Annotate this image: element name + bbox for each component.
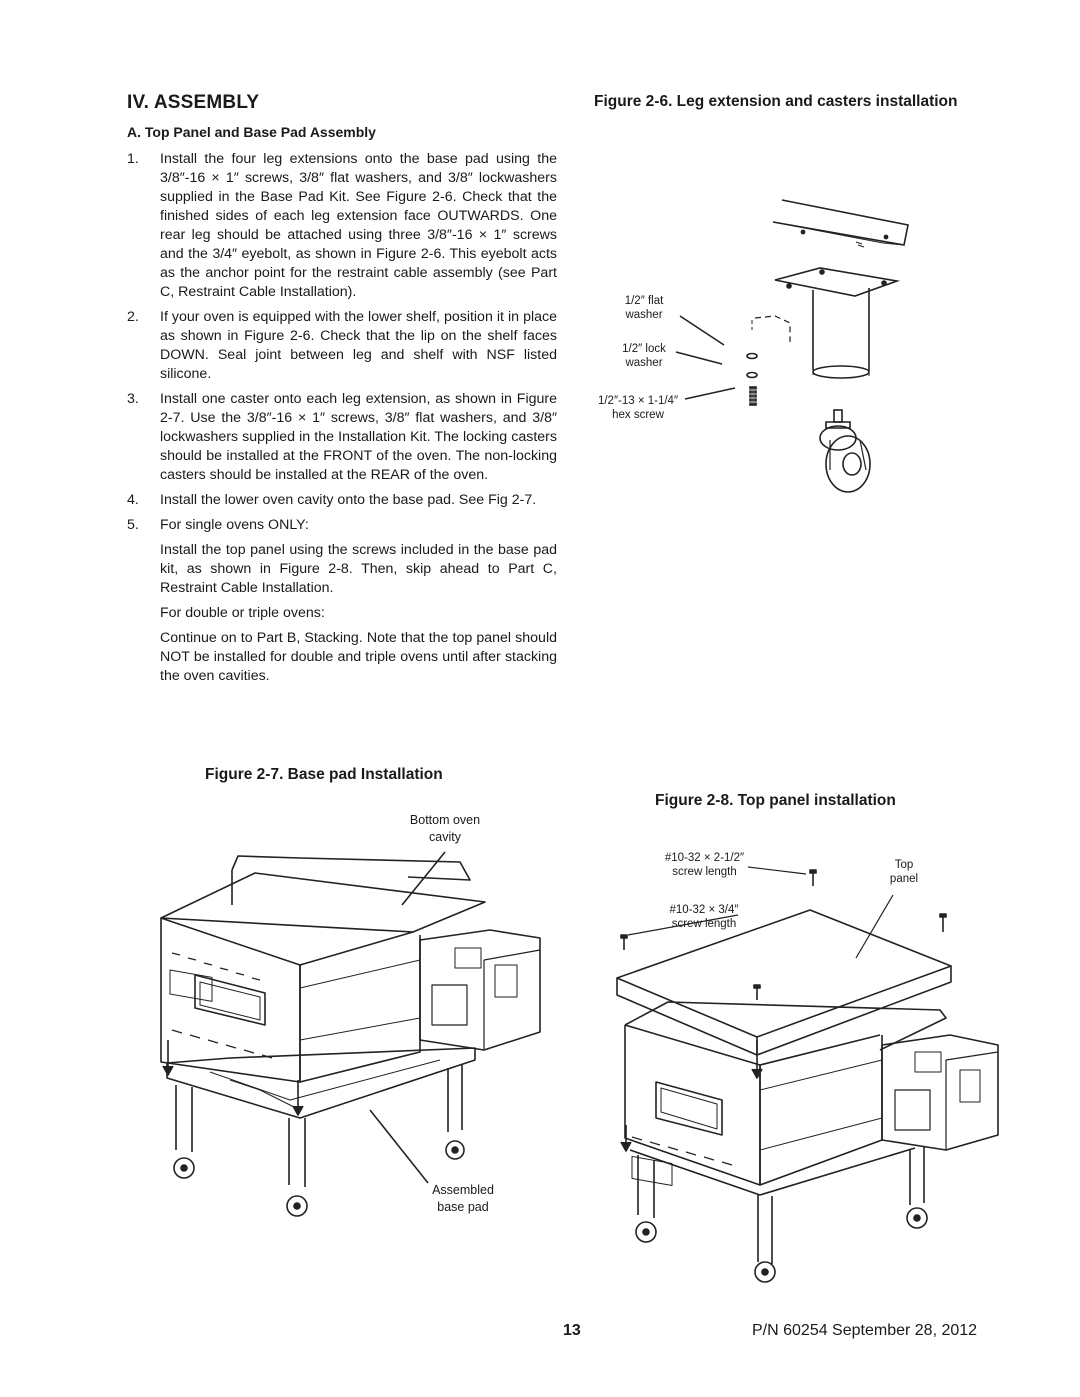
step-text: Install the lower oven cavity onto the base pad. See Fig 2-7.: [160, 492, 537, 508]
label-line: Bottom oven: [409, 813, 481, 827]
label-line: 1/2″-13 × 1-1/4″: [597, 395, 679, 407]
step-number: 5.: [127, 517, 139, 533]
step-number: 1.: [127, 151, 139, 167]
step-4: [127, 491, 557, 510]
short-screw-label: [654, 903, 754, 931]
label-line: cavity: [429, 830, 461, 844]
flat-washer-label: [608, 294, 680, 322]
label-line: screw length: [671, 918, 737, 930]
label-line: 1/2″ flat: [624, 295, 664, 307]
single-oven-text: Install the top panel using the screws included in the base pad kit, as shown in Figure 2-8. Then, skip ahead to Part C, Restraint Cable Installation.: [160, 542, 557, 596]
step-number: 4.: [127, 492, 139, 508]
step-3: [127, 390, 557, 485]
step-text: Install the four leg extensions onto the base pad using the 3/8″-16 × 1″ screws, 3/8″ flat washers, and 3/8″ lockwashers supplied in the Base Pad Kit. See Figure 2-6. Check that the finished sides of each leg extension face OUTWARDS. One rear leg should be attached using three 3/8″-16 × 1″ screws and the 3/4″ eyebolt, as shown in Figure 2-6. This eyebolt acts as the anchor point for the restraint cable assembly (see Part C, Restraint Cable Installation).: [160, 151, 557, 300]
lock-washer-label: [608, 342, 680, 370]
label-line: washer: [625, 309, 663, 321]
step-text: For single ovens ONLY:: [160, 517, 309, 533]
label-line: washer: [625, 357, 663, 369]
label-line: Top: [894, 859, 914, 871]
figure-2-7-caption: Figure 2-7. Base pad Installation: [205, 766, 443, 783]
label-line: Assembled: [432, 1183, 494, 1197]
assembled-base-pad-label: [420, 1182, 506, 1216]
step-number: 3.: [127, 391, 139, 407]
label-line: screw length: [672, 866, 737, 878]
step-1: [127, 150, 557, 302]
bottom-oven-cavity-label: [400, 812, 490, 846]
page-number: 13: [563, 1322, 581, 1339]
label-line: panel: [889, 873, 919, 885]
figure-2-6-caption: Figure 2-6. Leg extension and casters installation: [594, 93, 958, 110]
step-2: [127, 308, 557, 384]
top-panel-label: [880, 858, 928, 886]
part-number-date: P/N 60254 September 28, 2012: [752, 1322, 978, 1339]
subsection-title: A. Top Panel and Base Pad Assembly: [127, 124, 376, 140]
label-line: #10-32 × 3/4″: [669, 904, 739, 916]
step-number: 2.: [127, 309, 139, 325]
step-text: If your oven is equipped with the lower shelf, position it in place as shown in Figure 2-6. Check that the lip on the shelf faces DOWN. Seal joint between leg and shelf with NSF listed silicone.: [160, 309, 557, 382]
label-line: 1/2″ lock: [622, 343, 666, 355]
figure-2-8-caption: Figure 2-8. Top panel installation: [655, 792, 896, 809]
step-text: Install one caster onto each leg extension, as shown in Figure 2-7. Use the 3/8″-16 × 1″ screws, 3/8″ flat washers, and 3/8″ lockwashers supplied in the Installation Kit. The locking casters should be installed at the FRONT of the oven. The non-locking casters should be installed at the REAR of the oven.: [160, 391, 557, 483]
section-title: IV. ASSEMBLY: [127, 92, 260, 113]
hex-screw-label: [588, 394, 688, 422]
label-line: hex screw: [612, 409, 664, 421]
assembly-steps: [127, 150, 557, 692]
long-screw-label: [652, 851, 757, 879]
label-line: #10-32 × 2-1/2″: [664, 852, 745, 864]
double-triple-heading: For double or triple ovens:: [160, 605, 325, 621]
step-5: [127, 516, 557, 535]
label-line: base pad: [437, 1200, 489, 1214]
double-triple-text: Continue on to Part B, Stacking. Note that the top panel should NOT be installed for double and triple ovens until after stacking the oven cavities.: [160, 630, 557, 684]
